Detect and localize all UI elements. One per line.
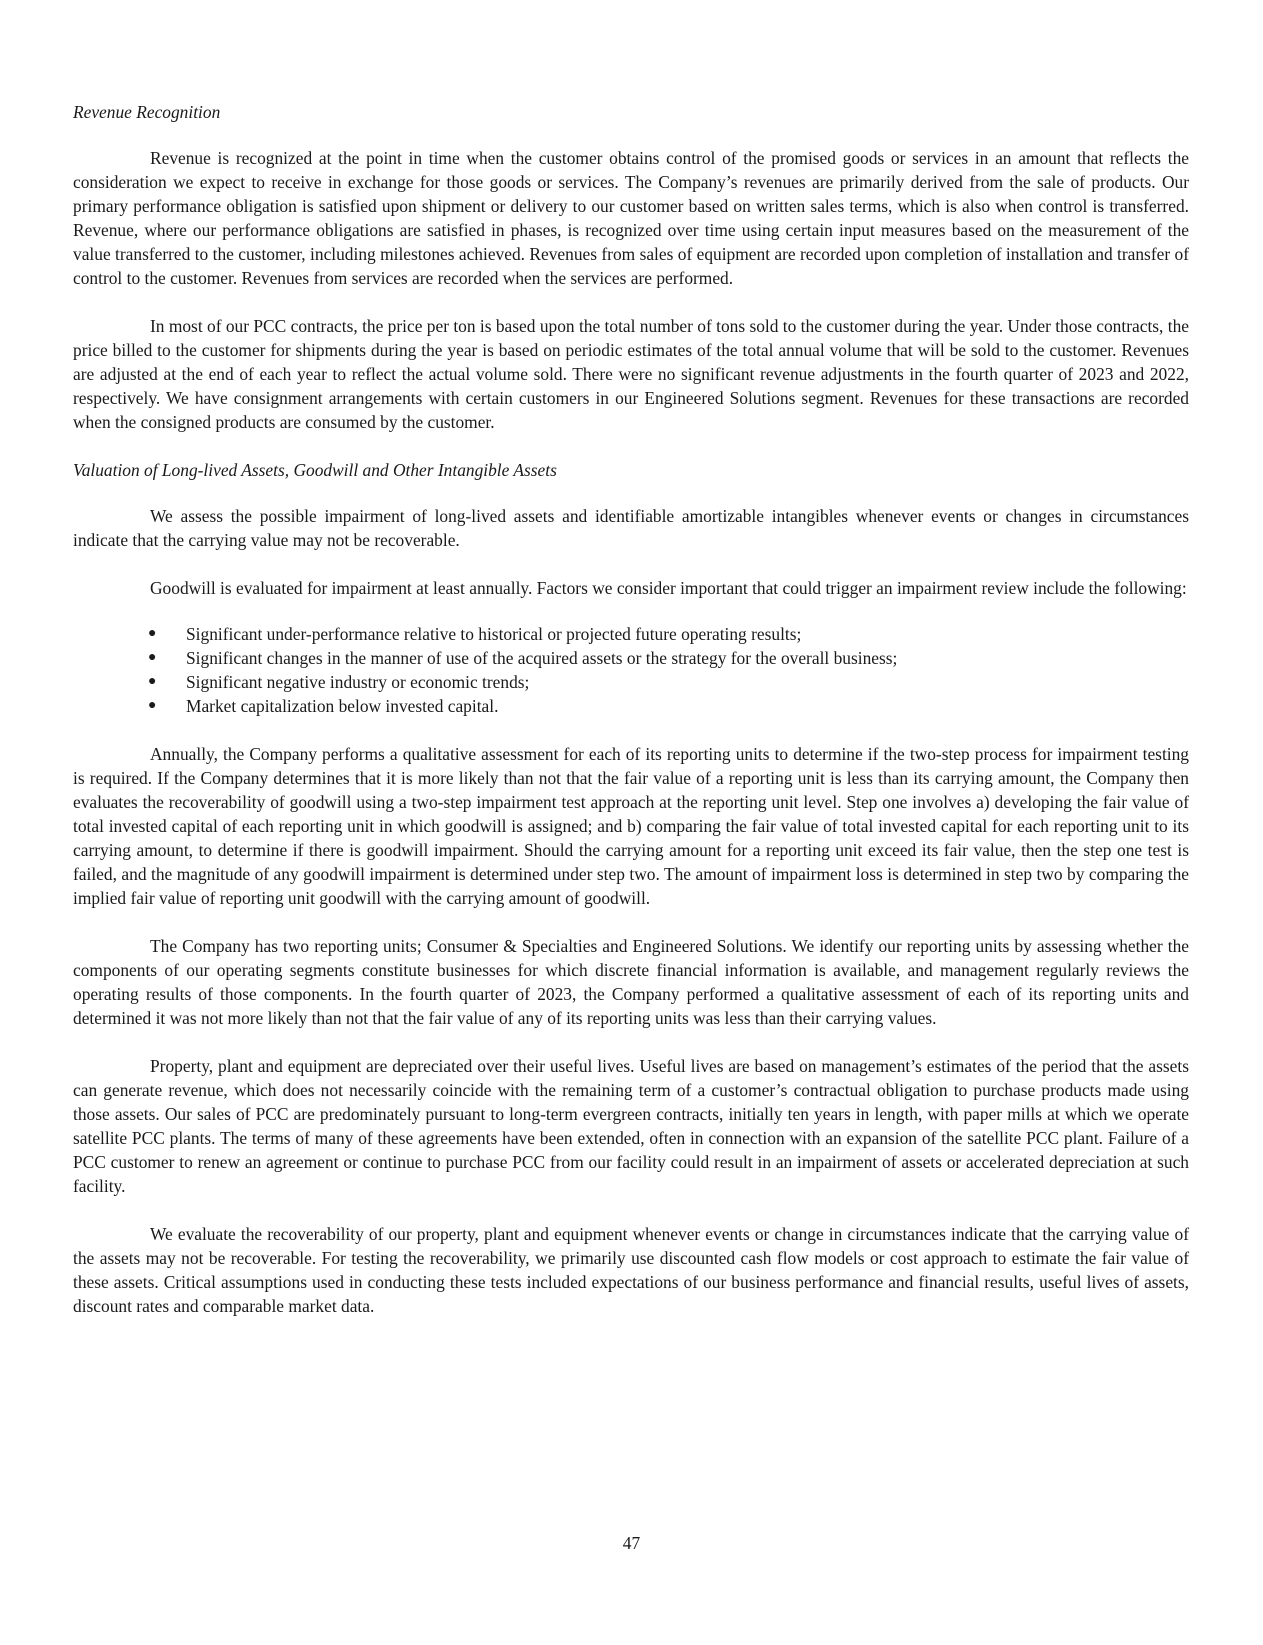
- section-heading-revenue-recognition: Revenue Recognition: [73, 102, 221, 122]
- paragraph-revenue-recognition: Revenue is recognized at the point in time when the customer obtains control of the promised goods or services in an amount that reflects the consideration we expect to receive in exchange for those goods or services. The Company’s revenues are primarily derived from the sale of products. Our primary performance obligation is satisfied upon shipment or delivery to our customer based on written sales terms, which is also when control is transferred. Revenue, where our performance obligations are satisfied in phases, is recognized over time using certain input measures based on the measurement of the value transferred to the customer, including milestones achieved. Revenues from sales of equipment are recorded upon completion of installation and transfer of control to the customer. Revenues from services are recorded when the services are performed.: [73, 148, 1189, 288]
- paragraph-property-plant-equipment: Property, plant and equipment are depreciated over their useful lives. Useful lives are based on management’s estimates of the period that the assets can generate revenue, which does not necessarily coincide with the remaining term of a customer’s contractual obligation to purchase products made using those assets. Our sales of PCC are predominately pursuant to long-term evergreen contracts, initially ten years in length, with paper mills at which we operate satellite PCC plants. The terms of many of these agreements have been extended, often in connection with an expansion of the satellite PCC plant. Failure of a PCC customer to renew an agreement or continue to purchase PCC from our facility could result in an impairment of assets or accelerated depreciation at such facility.: [73, 1056, 1189, 1196]
- paragraph-recoverability: We evaluate the recoverability of our property, plant and equipment whenever events or change in circumstances indicate that the carrying value of the assets may not be recoverable. For testing the recoverability, we primarily use discounted cash flow models or cost approach to estimate the fair value of these assets. Critical assumptions used in conducting these tests included expectations of our business performance and financial results, useful lives of assets, discount rates and comparable market data.: [73, 1224, 1189, 1316]
- list-item: [73, 646, 1189, 670]
- bullet-icon: ●: [148, 674, 157, 689]
- impairment-factors-list: [73, 622, 1189, 718]
- bullet-icon: ●: [148, 698, 157, 713]
- paragraph-goodwill-evaluation: Goodwill is evaluated for impairment at least annually. Factors we consider important that could trigger an impairment review include the following:: [150, 578, 1187, 598]
- list-item: [73, 694, 1189, 718]
- page-number: 47: [622, 1533, 641, 1553]
- section-heading-valuation-assets: Valuation of Long-lived Assets, Goodwill and Other Intangible Assets: [73, 460, 557, 480]
- list-item-text: Significant negative industry or economic trends;: [186, 672, 530, 692]
- list-item: [73, 622, 1189, 646]
- paragraph-impairment-assessment: We assess the possible impairment of long-lived assets and identifiable amortizable intangibles whenever events or changes in circumstances indicate that the carrying value may not be recoverable.: [73, 506, 1189, 550]
- bullet-icon: ●: [148, 650, 157, 665]
- list-item: [73, 670, 1189, 694]
- paragraph-reporting-units: The Company has two reporting units; Consumer & Specialties and Engineered Solutions. We identify our reporting units by assessing whether the components of our operating segments constitute businesses for which discrete financial information is available, and management regularly reviews the operating results of those components. In the fourth quarter of 2023, the Company performed a qualitative assessment of each of its reporting units and determined it was not more likely than not that the fair value of any of its reporting units was less than their carrying values.: [73, 936, 1189, 1028]
- list-item-text: Significant changes in the manner of use of the acquired assets or the strategy for the overall business;: [186, 648, 898, 668]
- list-item-text: Market capitalization below invested capital.: [186, 696, 499, 716]
- bullet-icon: ●: [148, 626, 157, 641]
- list-item-text: Significant under-performance relative to historical or projected future operating results;: [186, 624, 802, 644]
- paragraph-pcc-contracts: In most of our PCC contracts, the price per ton is based upon the total number of tons sold to the customer during the year. Under those contracts, the price billed to the customer for shipments during the year is based on periodic estimates of the total annual volume that will be sold to the customer. Revenues are adjusted at the end of each year to reflect the actual volume sold. There were no significant revenue adjustments in the fourth quarter of 2023 and 2022, respectively. We have consignment arrangements with certain customers in our Engineered Solutions segment. Revenues for these transactions are recorded when the consigned products are consumed by the customer.: [73, 316, 1189, 432]
- document-page: [73, 100, 1189, 1342]
- paragraph-qualitative-assessment: Annually, the Company performs a qualitative assessment for each of its reporting units to determine if the two-step process for impairment testing is required. If the Company determines that it is more likely than not that the fair value of a reporting unit is less than its carrying amount, the Company then evaluates the recoverability of goodwill using a two-step impairment test approach at the reporting unit level. Step one involves a) developing the fair value of total invested capital of each reporting unit in which goodwill is assigned; and b) comparing the fair value of total invested capital for each reporting unit to its carrying amount, to determine if there is goodwill impairment. Should the carrying amount for a reporting unit exceed its fair value, then the step one test is failed, and the magnitude of any goodwill impairment is determined under step two. The amount of impairment loss is determined in step two by comparing the implied fair value of reporting unit goodwill with the carrying amount of goodwill.: [73, 744, 1189, 908]
